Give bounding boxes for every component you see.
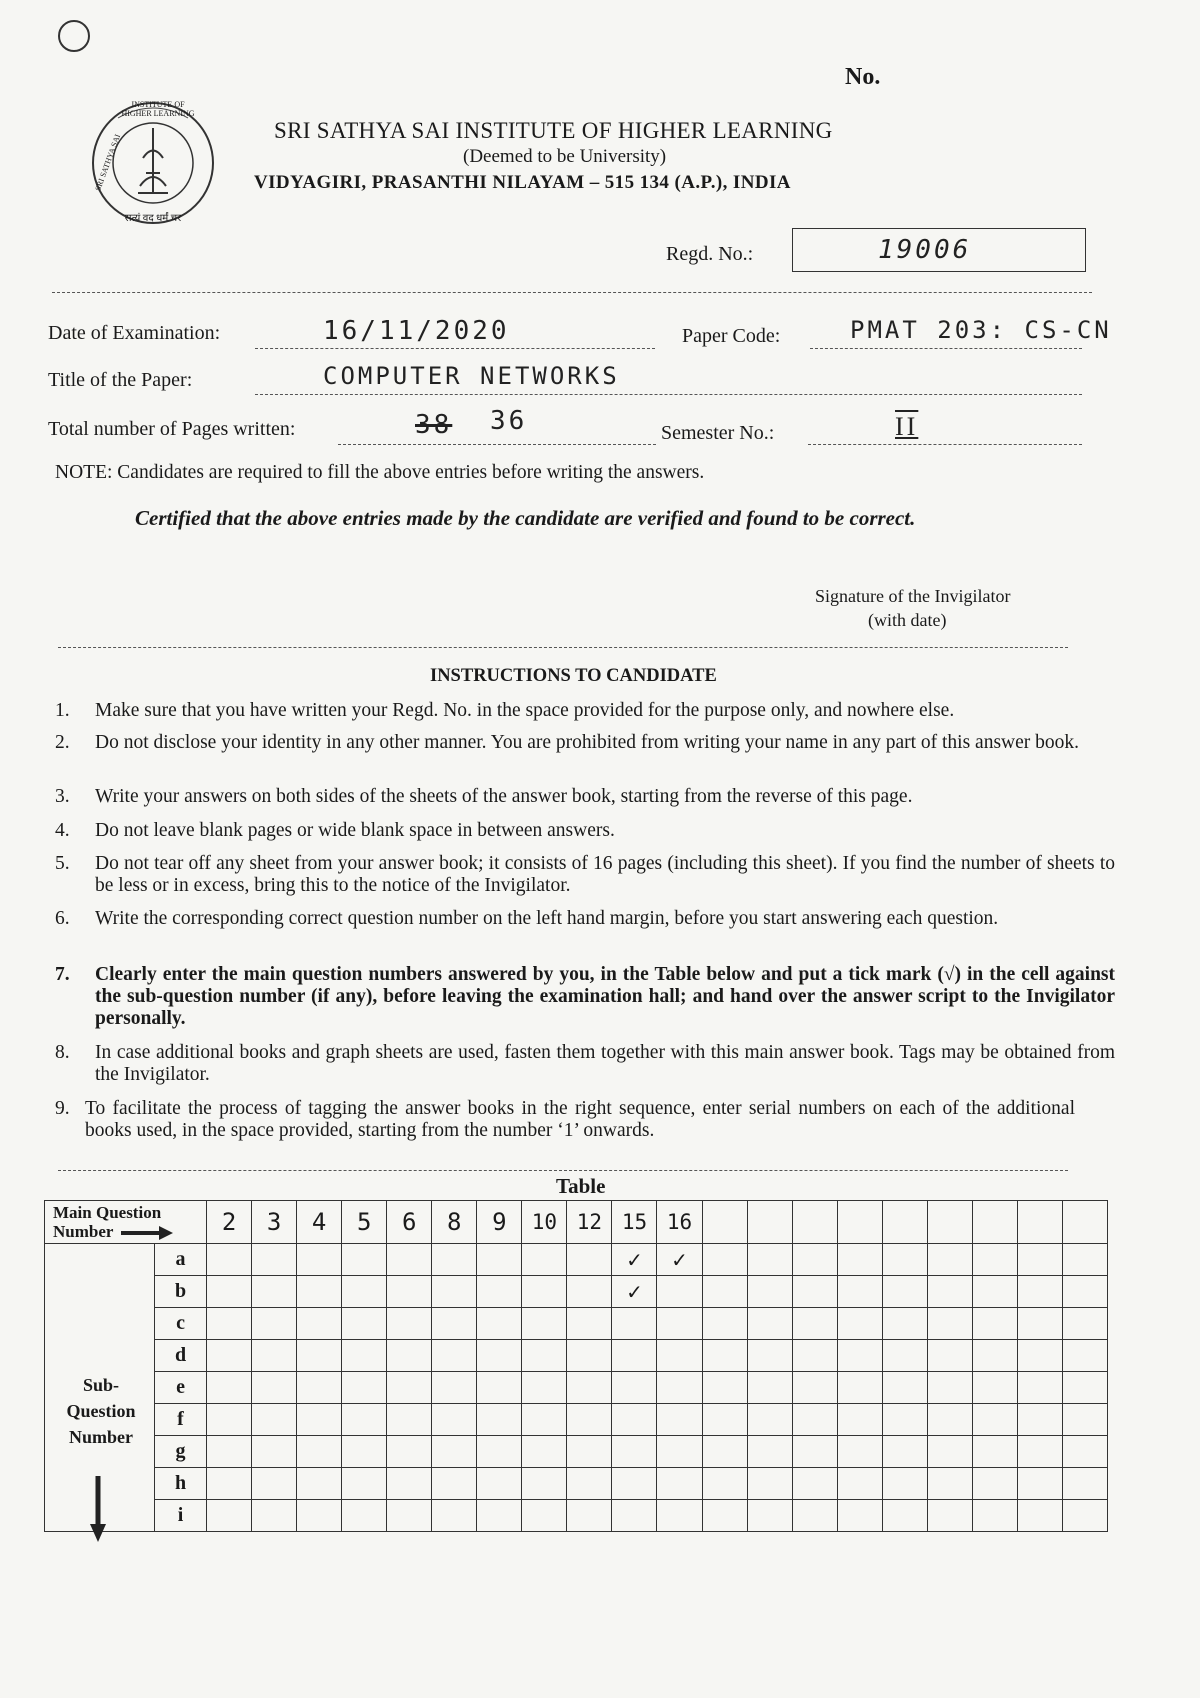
tick-cell[interactable]	[522, 1404, 567, 1436]
instruction-item: 5. Do not tear off any sheet from your answer book; it consists of 16 pages (including this sheet). If you find the number of sheets to be less or in excess, bring this to the notice of the Invigilator.	[55, 853, 1115, 896]
tick-cell[interactable]	[702, 1404, 747, 1436]
tick-cell[interactable]	[522, 1276, 567, 1308]
question-table	[44, 1200, 1108, 1532]
tick-cell[interactable]	[972, 1308, 1017, 1340]
invigilator-signature-label: Signature of the Invigilator	[815, 586, 1011, 606]
institute-name: SRI SATHYA SAI INSTITUTE OF HIGHER LEARNING	[274, 118, 833, 143]
tick-cell[interactable]	[657, 1372, 702, 1404]
tick-cell[interactable]	[657, 1276, 702, 1308]
arrow-right-icon	[121, 1226, 173, 1240]
instruction-item: 4. Do not leave blank pages or wide blank space in between answers.	[55, 820, 615, 841]
tick-cell[interactable]	[297, 1244, 342, 1276]
tick-cell[interactable]	[657, 1500, 702, 1532]
tick-cell[interactable]	[882, 1404, 927, 1436]
tick-cell[interactable]	[837, 1372, 882, 1404]
question-number-cell[interactable]: 16	[657, 1201, 702, 1244]
question-number-cell[interactable]: 4	[297, 1201, 342, 1244]
tick-cell[interactable]	[657, 1436, 702, 1468]
question-number-cell[interactable]: 6	[387, 1201, 432, 1244]
tick-cell[interactable]	[972, 1244, 1017, 1276]
tick-cell[interactable]	[252, 1500, 297, 1532]
tick-cell[interactable]	[927, 1500, 972, 1532]
tick-cell[interactable]	[522, 1308, 567, 1340]
tick-cell[interactable]	[1062, 1244, 1107, 1276]
tick-cell[interactable]	[432, 1340, 477, 1372]
tick-cell[interactable]	[387, 1500, 432, 1532]
tick-cell[interactable]	[297, 1308, 342, 1340]
tick-cell[interactable]	[1017, 1244, 1062, 1276]
question-number-cell[interactable]	[882, 1201, 927, 1244]
tick-cell[interactable]	[882, 1244, 927, 1276]
tick-cell[interactable]	[927, 1276, 972, 1308]
tick-cell[interactable]	[342, 1276, 387, 1308]
sub-question-letter: d	[155, 1340, 207, 1372]
note-text: NOTE: Candidates are required to fill the above entries before writing the answers.	[55, 462, 705, 483]
tick-cell[interactable]	[792, 1468, 837, 1500]
tick-cell[interactable]	[1017, 1404, 1062, 1436]
tick-cell[interactable]	[252, 1404, 297, 1436]
tick-cell[interactable]	[477, 1340, 522, 1372]
tick-cell[interactable]	[837, 1436, 882, 1468]
sub-question-row	[45, 1244, 1108, 1276]
tick-cell[interactable]	[297, 1340, 342, 1372]
tick-cell[interactable]	[972, 1340, 1017, 1372]
regd-value: 19006	[878, 235, 972, 265]
tick-cell[interactable]	[342, 1244, 387, 1276]
tick-cell[interactable]	[1017, 1308, 1062, 1340]
tick-cell[interactable]	[252, 1276, 297, 1308]
tick-cell[interactable]	[702, 1276, 747, 1308]
tick-cell[interactable]	[387, 1308, 432, 1340]
tick-cell[interactable]	[1062, 1500, 1107, 1532]
tick-cell[interactable]	[207, 1244, 252, 1276]
question-number-cell[interactable]	[792, 1201, 837, 1244]
tick-cell[interactable]	[342, 1372, 387, 1404]
tick-cell[interactable]	[1017, 1468, 1062, 1500]
question-number-cell[interactable]	[702, 1201, 747, 1244]
sub-question-letter: b	[155, 1276, 207, 1308]
tick-cell[interactable]	[927, 1436, 972, 1468]
question-number-cell[interactable]	[972, 1201, 1017, 1244]
instruction-item: 3. Write your answers on both sides of the sheets of the answer book, starting from the reverse of this page.	[55, 786, 913, 807]
tick-cell[interactable]	[477, 1500, 522, 1532]
instruction-item: 7. Clearly enter the main question numbers answered by you, in the Table below and put a tick mark (√) in the cell against the sub-question number (if any), before leaving the examination hall; and hand over the answer script to the Invigilator personally.	[55, 964, 1115, 1029]
title-line	[255, 394, 1082, 395]
certified-text: Certified that the above entries made by the candidate are verified and found to be correct.	[135, 506, 916, 530]
tick-cell[interactable]	[1062, 1404, 1107, 1436]
tick-cell[interactable]	[342, 1436, 387, 1468]
question-number-cell[interactable]	[927, 1201, 972, 1244]
tick-cell[interactable]	[477, 1436, 522, 1468]
tick-cell[interactable]	[207, 1276, 252, 1308]
tick-cell[interactable]	[702, 1244, 747, 1276]
institute-address: VIDYAGIRI, PRASANTHI NILAYAM – 515 134 (A.P.), INDIA	[254, 172, 791, 193]
tick-cell[interactable]	[567, 1468, 612, 1500]
sub-question-row	[45, 1372, 1108, 1404]
tick-cell[interactable]	[837, 1276, 882, 1308]
number-label: No.	[845, 64, 881, 90]
tick-cell[interactable]	[432, 1404, 477, 1436]
tick-cell[interactable]	[702, 1372, 747, 1404]
divider	[52, 292, 1092, 293]
tick-cell[interactable]	[972, 1404, 1017, 1436]
tick-cell[interactable]	[837, 1468, 882, 1500]
tick-cell[interactable]	[747, 1276, 792, 1308]
tick-cell[interactable]	[927, 1308, 972, 1340]
instruction-item: 1. Make sure that you have written your Regd. No. in the space provided for the purpose only, and nowhere else.	[55, 700, 955, 721]
tick-cell[interactable]	[882, 1340, 927, 1372]
tick-cell[interactable]	[882, 1468, 927, 1500]
tick-cell[interactable]	[477, 1468, 522, 1500]
tick-cell[interactable]	[792, 1244, 837, 1276]
tick-cell[interactable]	[432, 1276, 477, 1308]
sub-question-row	[45, 1308, 1108, 1340]
tick-cell[interactable]	[432, 1372, 477, 1404]
tick-cell[interactable]	[972, 1468, 1017, 1500]
tick-cell[interactable]	[837, 1500, 882, 1532]
invigilator-signature-date: (with date)	[868, 610, 947, 630]
tick-cell[interactable]	[207, 1404, 252, 1436]
tick-cell[interactable]	[612, 1308, 657, 1340]
tick-cell[interactable]	[252, 1468, 297, 1500]
tick-cell[interactable]	[747, 1244, 792, 1276]
title-label: Title of the Paper:	[48, 369, 193, 391]
tick-cell[interactable]	[882, 1500, 927, 1532]
tick-cell[interactable]	[612, 1340, 657, 1372]
logo-motto: सत्यं वद धर्मं चर	[124, 213, 182, 224]
tick-cell[interactable]	[702, 1500, 747, 1532]
tick-cell[interactable]	[702, 1436, 747, 1468]
tick-cell[interactable]	[1017, 1372, 1062, 1404]
tick-cell[interactable]	[522, 1468, 567, 1500]
pages-line	[338, 444, 656, 445]
tick-cell[interactable]	[972, 1276, 1017, 1308]
tick-cell[interactable]	[342, 1308, 387, 1340]
tick-cell[interactable]	[477, 1244, 522, 1276]
regd-label: Regd. No.:	[666, 243, 754, 265]
tick-cell[interactable]	[1062, 1468, 1107, 1500]
tick-cell[interactable]	[567, 1308, 612, 1340]
main-question-row	[45, 1201, 1108, 1244]
question-number-cell[interactable]: 10	[522, 1201, 567, 1244]
sub-question-letter: c	[155, 1308, 207, 1340]
semester-line	[808, 444, 1082, 445]
tick-cell[interactable]	[747, 1500, 792, 1532]
sub-question-letter: f	[155, 1404, 207, 1436]
sub-question-letter: g	[155, 1436, 207, 1468]
sub-question-letter: a	[155, 1244, 207, 1276]
table-title: Table	[556, 1174, 606, 1198]
tick-cell[interactable]	[387, 1276, 432, 1308]
tick-cell[interactable]	[837, 1308, 882, 1340]
tick-cell[interactable]	[747, 1468, 792, 1500]
tick-cell[interactable]	[522, 1340, 567, 1372]
tick-cell[interactable]	[1062, 1436, 1107, 1468]
tick-cell[interactable]	[972, 1436, 1017, 1468]
tick-cell[interactable]	[477, 1308, 522, 1340]
tick-cell[interactable]	[387, 1244, 432, 1276]
tick-cell[interactable]	[747, 1436, 792, 1468]
tick-cell[interactable]	[747, 1308, 792, 1340]
tick-cell[interactable]	[252, 1372, 297, 1404]
question-number-cell[interactable]	[1017, 1201, 1062, 1244]
tick-cell[interactable]	[792, 1500, 837, 1532]
tick-cell[interactable]	[792, 1404, 837, 1436]
tick-cell[interactable]	[207, 1500, 252, 1532]
tick-cell[interactable]	[342, 1404, 387, 1436]
pages-struck: 38	[415, 410, 453, 440]
tick-cell[interactable]	[387, 1372, 432, 1404]
tick-cell[interactable]	[702, 1308, 747, 1340]
instruction-item: 2. Do not disclose your identity in any other manner. You are prohibited from writing your name in any part of this answer book.	[55, 732, 1080, 753]
date-line	[255, 348, 655, 349]
question-number-cell[interactable]: 15	[612, 1201, 657, 1244]
tick-cell[interactable]	[612, 1404, 657, 1436]
tick-cell[interactable]	[612, 1500, 657, 1532]
tick-cell[interactable]	[657, 1404, 702, 1436]
tick-cell[interactable]	[567, 1404, 612, 1436]
tick-cell[interactable]	[792, 1372, 837, 1404]
tick-cell[interactable]	[432, 1244, 477, 1276]
tick-cell[interactable]	[1062, 1340, 1107, 1372]
tick-cell[interactable]	[657, 1340, 702, 1372]
tick-cell[interactable]	[612, 1468, 657, 1500]
tick-cell[interactable]	[927, 1372, 972, 1404]
deemed-university: (Deemed to be University)	[463, 146, 667, 167]
tick-cell[interactable]	[432, 1308, 477, 1340]
tick-cell[interactable]	[252, 1308, 297, 1340]
tick-cell[interactable]	[837, 1404, 882, 1436]
tick-cell[interactable]: ✓	[657, 1244, 702, 1276]
tick-cell[interactable]	[252, 1244, 297, 1276]
tick-cell[interactable]	[387, 1436, 432, 1468]
instruction-item: 9. To facilitate the process of tagging the answer books in the right sequence, enter serial numbers on each of the additional books used, in the space provided, starting from the number ‘1’ onwards.	[55, 1098, 1075, 1141]
question-number-cell[interactable]: 9	[477, 1201, 522, 1244]
tick-cell[interactable]	[837, 1244, 882, 1276]
divider	[58, 647, 1068, 648]
logo-ring-left: SRI SATHYA SAI	[93, 132, 123, 193]
tick-cell[interactable]	[1062, 1308, 1107, 1340]
title-value[interactable]: COMPUTER NETWORKS	[323, 362, 620, 390]
regd-box[interactable]	[792, 228, 1086, 272]
tick-cell[interactable]	[477, 1404, 522, 1436]
tick-cell[interactable]	[657, 1308, 702, 1340]
tick-cell[interactable]: ✓	[612, 1244, 657, 1276]
tick-cell[interactable]	[207, 1436, 252, 1468]
tick-cell[interactable]	[612, 1436, 657, 1468]
tick-cell[interactable]	[567, 1372, 612, 1404]
tick-cell[interactable]	[567, 1340, 612, 1372]
sub-question-row	[45, 1404, 1108, 1436]
question-number-cell[interactable]: 12	[567, 1201, 612, 1244]
tick-cell[interactable]	[522, 1500, 567, 1532]
tick-cell[interactable]	[207, 1372, 252, 1404]
sub-question-row	[45, 1468, 1108, 1500]
tick-cell[interactable]	[1017, 1500, 1062, 1532]
tick-cell[interactable]	[567, 1276, 612, 1308]
paper-code-label: Paper Code:	[682, 325, 781, 347]
punch-hole-icon	[58, 20, 90, 52]
paper-code-line	[810, 348, 1082, 349]
semester-label: Semester No.:	[661, 422, 775, 444]
tick-cell[interactable]	[747, 1404, 792, 1436]
tick-cell[interactable]	[207, 1340, 252, 1372]
sub-question-row	[45, 1276, 1108, 1308]
tick-cell[interactable]	[882, 1372, 927, 1404]
tick-cell[interactable]	[297, 1372, 342, 1404]
question-number-cell[interactable]: 5	[342, 1201, 387, 1244]
tick-cell[interactable]	[972, 1500, 1017, 1532]
tick-cell[interactable]	[342, 1468, 387, 1500]
tick-cell[interactable]	[207, 1468, 252, 1500]
tick-cell[interactable]	[657, 1468, 702, 1500]
instruction-item: 8. In case additional books and graph sheets are used, fasten them together with this main answer book. Tags may be obtained from the Invigilator.	[55, 1042, 1115, 1085]
tick-cell[interactable]	[1017, 1436, 1062, 1468]
tick-cell[interactable]	[792, 1436, 837, 1468]
question-number-cell[interactable]: 3	[252, 1201, 297, 1244]
tick-cell[interactable]	[792, 1340, 837, 1372]
tick-cell[interactable]	[1017, 1340, 1062, 1372]
tick-cell[interactable]	[702, 1468, 747, 1500]
question-number-cell[interactable]	[747, 1201, 792, 1244]
tick-cell[interactable]	[387, 1340, 432, 1372]
tick-cell[interactable]	[882, 1276, 927, 1308]
tick-cell[interactable]	[882, 1436, 927, 1468]
tick-cell[interactable]	[882, 1308, 927, 1340]
paper-code-value[interactable]: PMAT 203: CS-CN	[850, 316, 1112, 344]
tick-cell[interactable]	[207, 1308, 252, 1340]
sub-question-row	[45, 1500, 1108, 1532]
tick-cell[interactable]	[252, 1436, 297, 1468]
tick-cell[interactable]	[792, 1276, 837, 1308]
tick-cell[interactable]	[297, 1436, 342, 1468]
tick-cell[interactable]	[342, 1500, 387, 1532]
tick-cell[interactable]	[297, 1404, 342, 1436]
divider	[58, 1170, 1068, 1171]
tick-cell[interactable]	[747, 1340, 792, 1372]
tick-cell[interactable]	[1062, 1276, 1107, 1308]
tick-cell[interactable]	[837, 1340, 882, 1372]
tick-cell[interactable]	[432, 1500, 477, 1532]
tick-cell[interactable]	[972, 1372, 1017, 1404]
tick-cell[interactable]	[567, 1500, 612, 1532]
arrow-down-icon	[88, 1476, 108, 1542]
tick-cell[interactable]	[432, 1436, 477, 1468]
tick-cell[interactable]	[522, 1244, 567, 1276]
date-label: Date of Examination:	[48, 322, 221, 344]
question-number-cell[interactable]: 2	[207, 1201, 252, 1244]
instruction-item: 6. Write the corresponding correct question number on the left hand margin, before you start answering each question.	[55, 908, 999, 929]
date-value[interactable]: 16/11/2020	[323, 316, 510, 346]
semester-value[interactable]: II	[895, 412, 919, 441]
tick-cell[interactable]	[477, 1372, 522, 1404]
tick-cell[interactable]	[567, 1436, 612, 1468]
tick-cell[interactable]	[387, 1468, 432, 1500]
tick-cell[interactable]	[1017, 1276, 1062, 1308]
instructions-heading: INSTRUCTIONS TO CANDIDATE	[430, 666, 717, 686]
tick-cell[interactable]	[1062, 1372, 1107, 1404]
tick-cell[interactable]	[792, 1308, 837, 1340]
logo-ring-text: INSTITUTE OF HIGHER LEARNING	[121, 100, 195, 118]
sub-question-letter: h	[155, 1468, 207, 1500]
tick-cell[interactable]	[297, 1500, 342, 1532]
question-number-cell[interactable]: 8	[432, 1201, 477, 1244]
tick-cell[interactable]	[612, 1372, 657, 1404]
tick-cell[interactable]	[927, 1244, 972, 1276]
sub-question-letter: e	[155, 1372, 207, 1404]
pages-value[interactable]: 36	[490, 406, 528, 436]
main-question-header: Main Question Number	[45, 1201, 207, 1244]
tick-cell[interactable]	[567, 1244, 612, 1276]
tick-cell[interactable]	[297, 1468, 342, 1500]
tick-cell[interactable]	[297, 1276, 342, 1308]
pages-label: Total number of Pages written:	[48, 418, 296, 440]
tick-cell[interactable]	[432, 1468, 477, 1500]
tick-cell[interactable]	[477, 1276, 522, 1308]
tick-cell[interactable]	[927, 1340, 972, 1372]
tick-cell[interactable]	[927, 1404, 972, 1436]
tick-cell[interactable]	[522, 1436, 567, 1468]
tick-cell[interactable]	[342, 1340, 387, 1372]
sub-question-header: Sub- Question Number	[66, 1375, 136, 1447]
sub-question-row	[45, 1340, 1108, 1372]
tick-cell[interactable]	[927, 1468, 972, 1500]
question-number-cell[interactable]	[1062, 1201, 1107, 1244]
institute-logo	[88, 98, 218, 228]
sub-question-letter: i	[155, 1500, 207, 1532]
tick-cell[interactable]	[522, 1372, 567, 1404]
question-number-cell[interactable]	[837, 1201, 882, 1244]
tick-cell[interactable]	[702, 1340, 747, 1372]
tick-cell[interactable]: ✓	[612, 1276, 657, 1308]
tick-cell[interactable]	[387, 1404, 432, 1436]
tick-cell[interactable]	[747, 1372, 792, 1404]
tick-cell[interactable]	[252, 1340, 297, 1372]
sub-question-row	[45, 1436, 1108, 1468]
